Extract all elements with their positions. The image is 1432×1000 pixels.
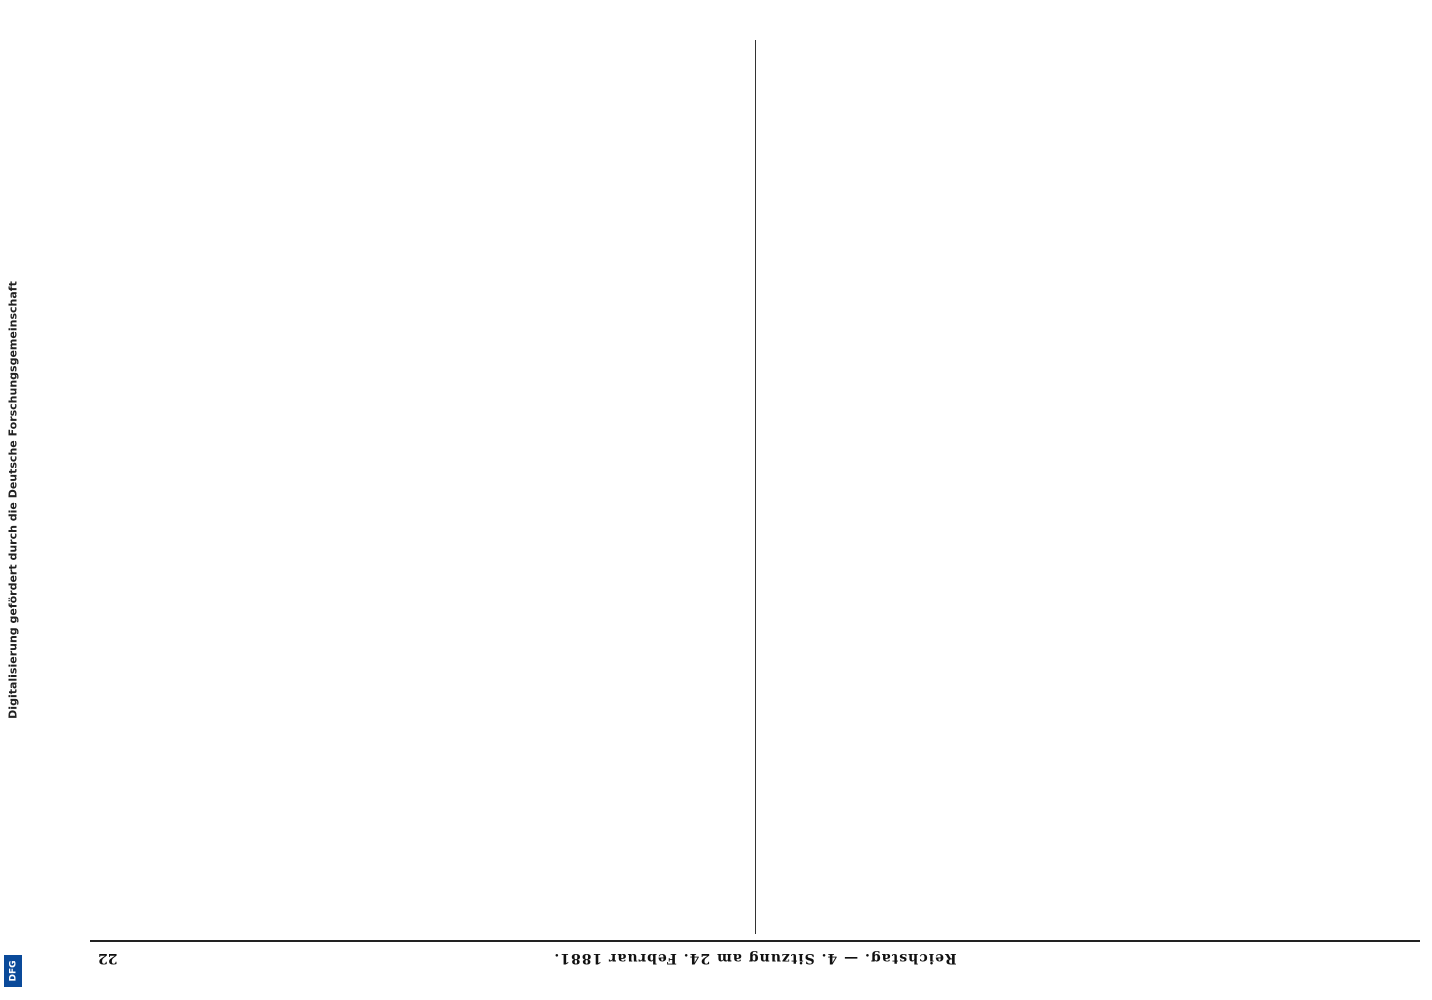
digitization-credit-text: Digitalisierung gefördert durch die Deutsche Forschungsgemeinschaft xyxy=(6,281,20,719)
dfg-logo-icon xyxy=(4,955,22,987)
rotated-page-content xyxy=(90,40,1420,970)
left-column xyxy=(774,40,1420,934)
column-divider xyxy=(755,40,756,934)
running-title: Reichstag. — 4. Sitzung am 24. Februar 1881. xyxy=(553,950,957,966)
digitization-credit-sidebar xyxy=(0,0,26,1000)
dfg-logo-text: DFG xyxy=(8,960,19,982)
right-column xyxy=(90,40,736,934)
page-header xyxy=(90,942,1420,970)
page-number: 22 xyxy=(98,950,118,966)
header-rule xyxy=(90,940,1420,942)
